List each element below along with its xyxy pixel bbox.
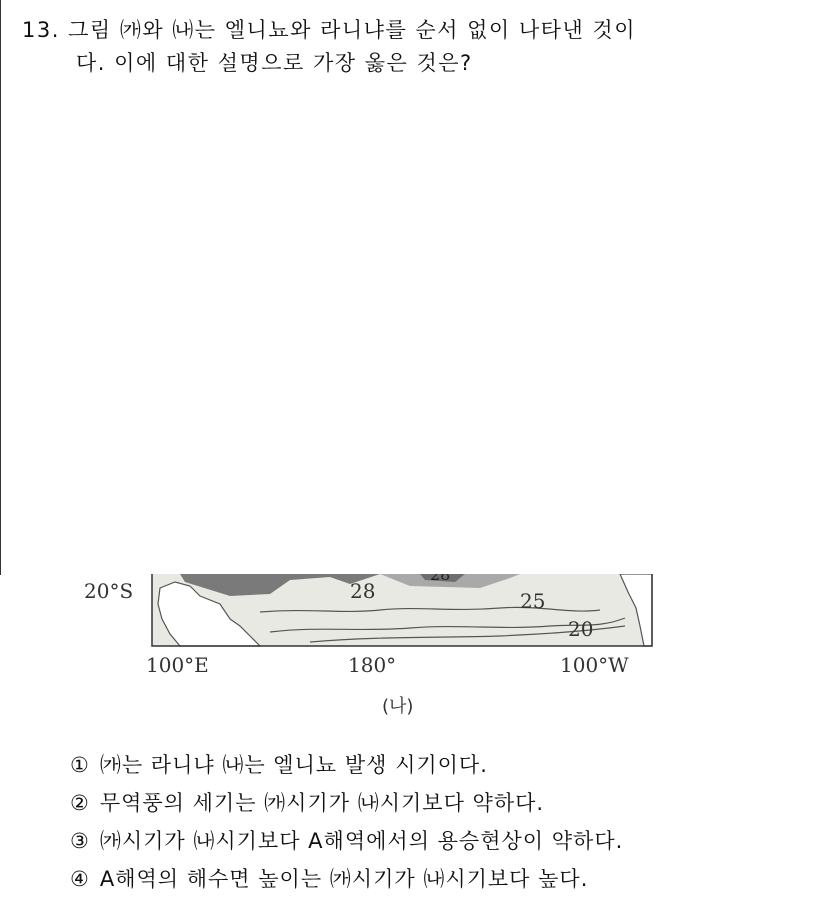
longitude-label-180: 180° <box>348 653 397 677</box>
choice-text: 무역풍의 세기는 ㈎시기가 ㈏시기보다 약하다. <box>99 791 545 815</box>
isotherm-label-28: 28 <box>350 579 376 603</box>
choice-number: ② <box>70 791 90 815</box>
figure-caption: (나) <box>382 696 414 717</box>
choice-3[interactable] <box>70 822 810 860</box>
answer-choices <box>70 746 810 898</box>
choice-2[interactable] <box>70 784 810 822</box>
choice-number: ④ <box>70 867 90 891</box>
question-number: 13. <box>22 18 60 42</box>
choice-text: ㈎는 라니냐 ㈏는 엘니뇨 발생 시기이다. <box>99 753 488 777</box>
sea-temperature-map <box>80 574 680 724</box>
choice-4[interactable] <box>70 860 810 898</box>
isotherm-label-25: 25 <box>520 589 546 613</box>
left-margin-rule <box>0 0 1 575</box>
longitude-label-100e: 100°E <box>146 653 209 677</box>
question-stem <box>22 14 812 80</box>
choice-text: ㈎시기가 ㈏시기보다 A해역에서의 용승현상이 약하다. <box>99 829 624 853</box>
sea-temperature-map-figure <box>80 574 680 724</box>
isotherm-label-20: 20 <box>568 617 594 641</box>
choice-text: A해역의 해수면 높이는 ㈎시기가 ㈏시기보다 높다. <box>99 867 589 891</box>
longitude-label-100w: 100°W <box>560 653 629 677</box>
isotherm-label-partial: 28 <box>430 574 451 584</box>
latitude-label: 20°S <box>84 579 134 603</box>
question-text-line2: 다. 이에 대한 설명으로 가장 옳은 것은? <box>76 51 473 75</box>
question-text-line1: 그림 ㈎와 ㈏는 엘니뇨와 라니냐를 순서 없이 나타낸 것이 <box>68 18 637 42</box>
choice-number: ③ <box>70 829 90 853</box>
choice-number: ① <box>70 753 90 777</box>
choice-1[interactable] <box>70 746 810 784</box>
